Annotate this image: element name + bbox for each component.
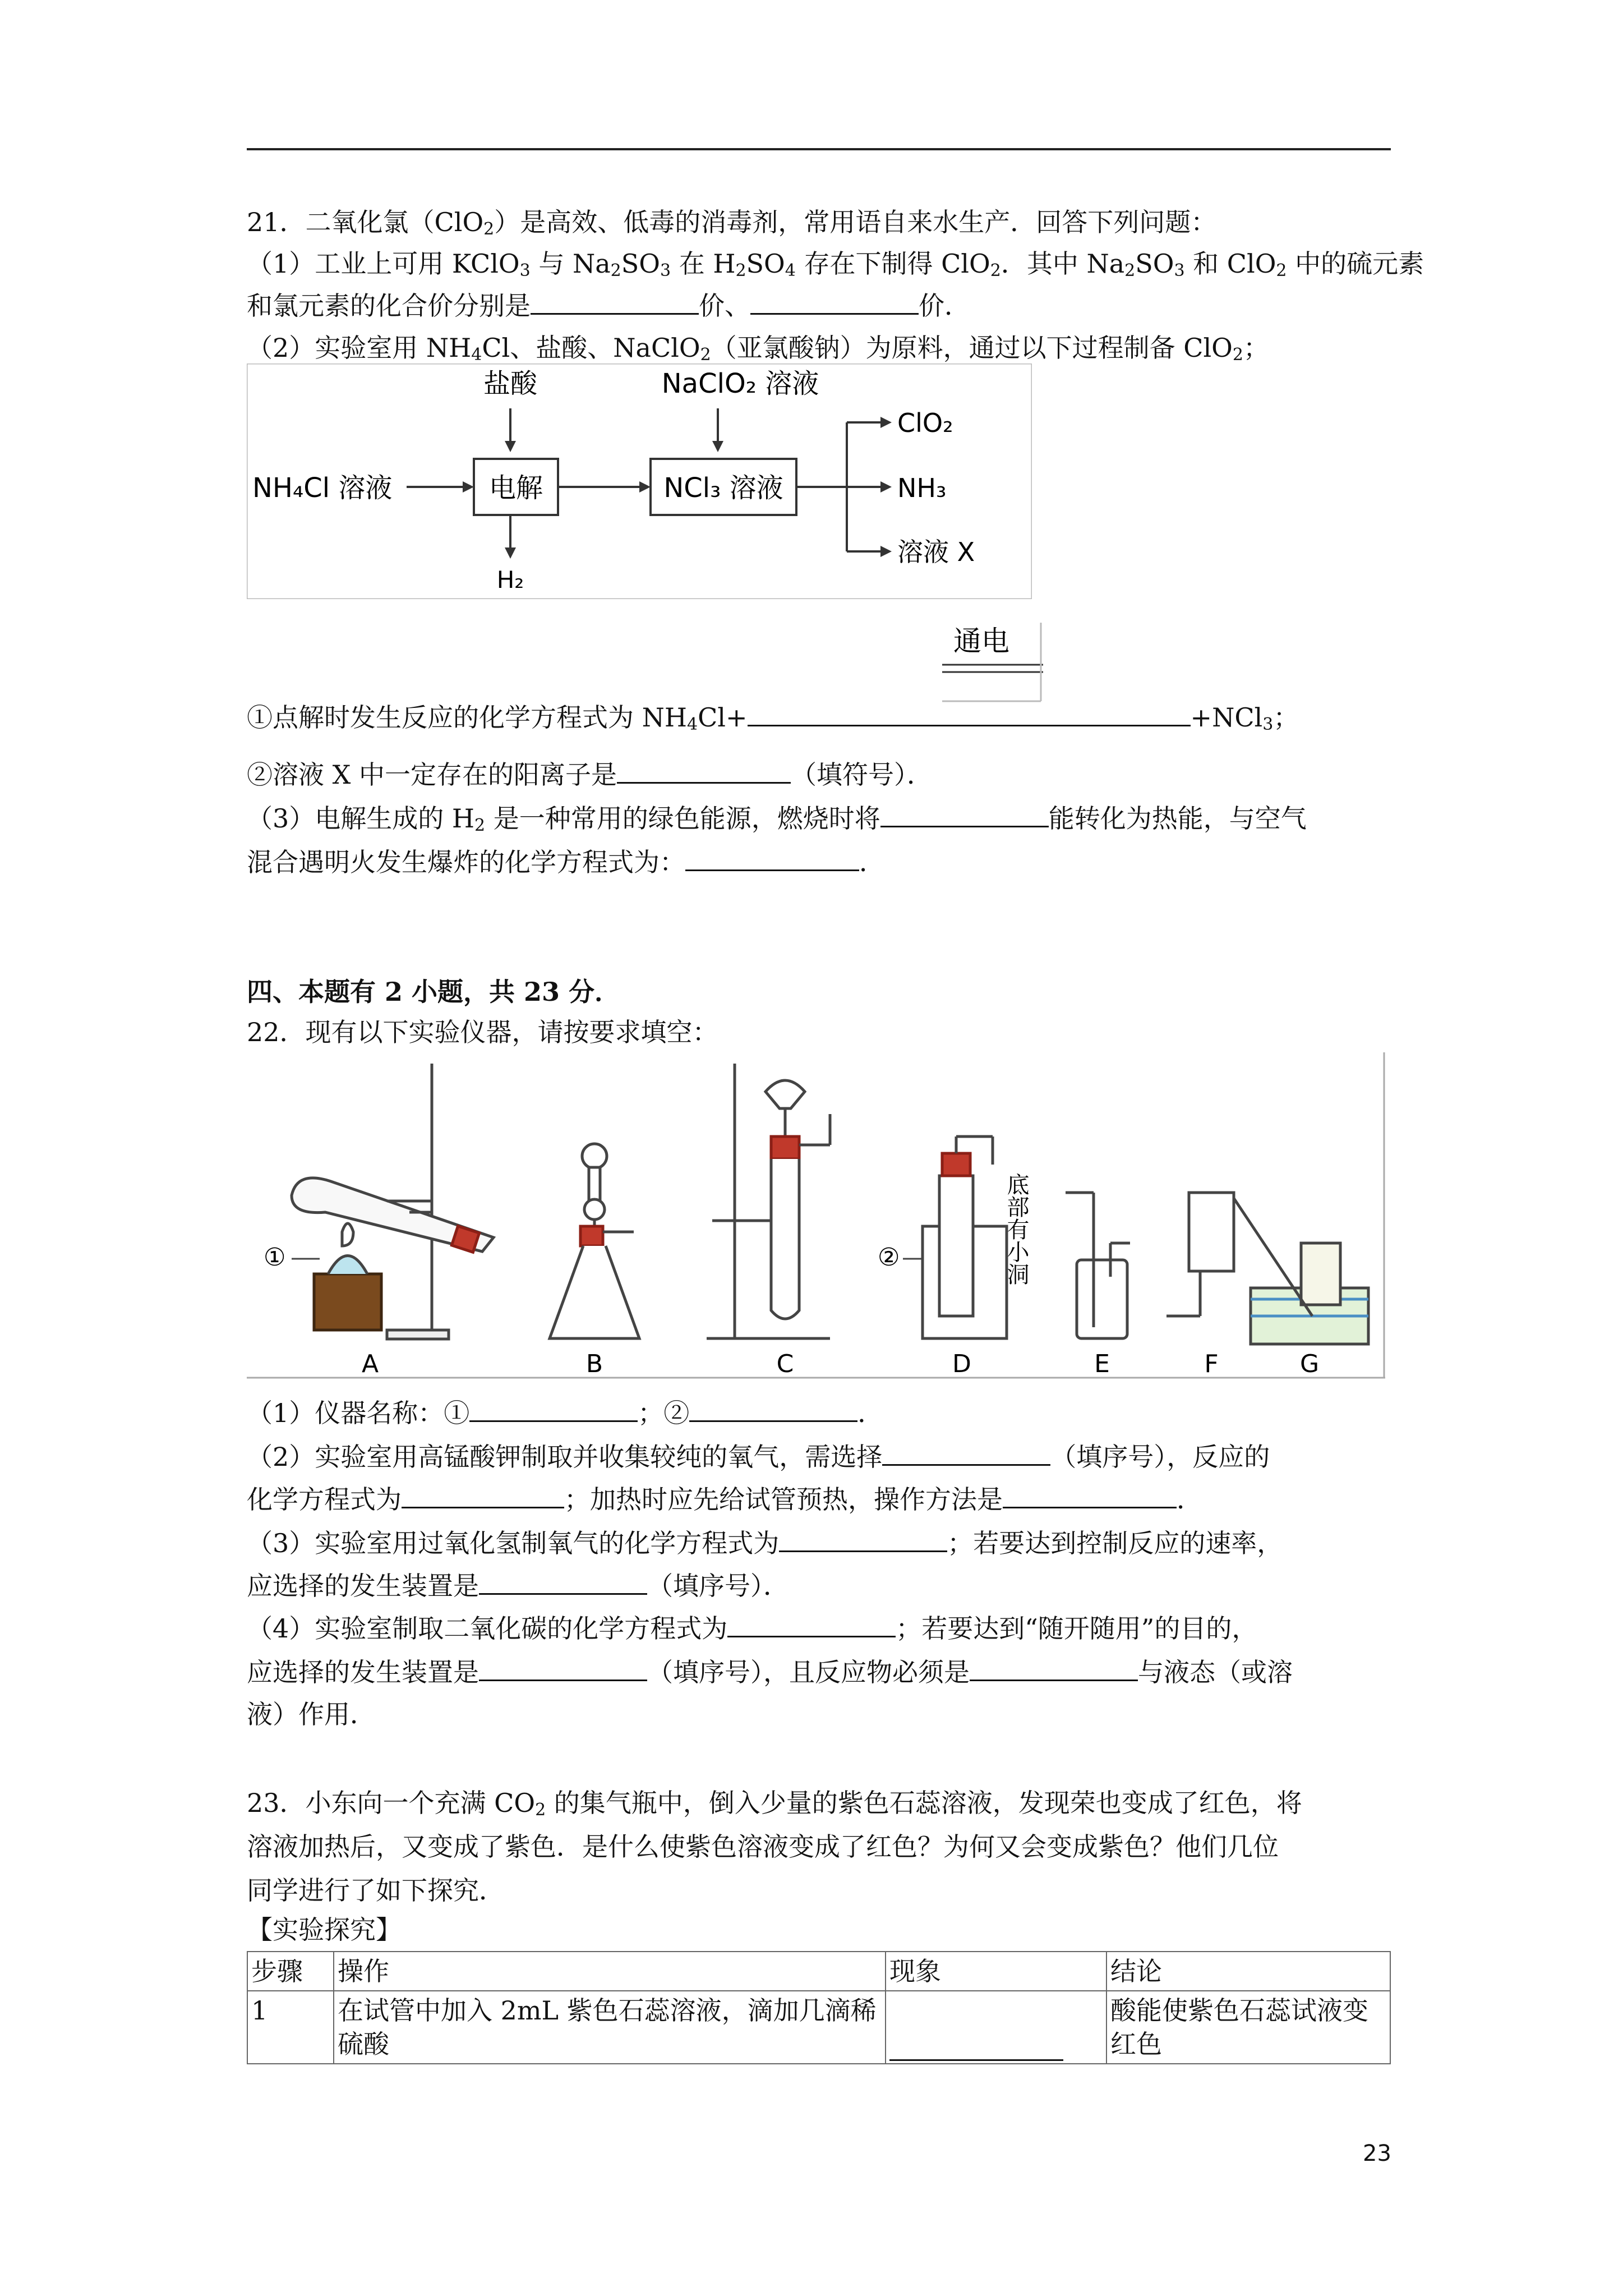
q21-sub1: ①点解时发生反应的化学方程式为 $NH_4Cl+ +NCl_3$；	[247, 700, 1299, 734]
table-cell: 在试管中加入 2mL 紫色石蕊溶液，滴加几滴稀硫酸	[334, 1991, 886, 2064]
q22-part3: （3）实验室用过氧化氢制氧气的化学方程式为 ；若要达到控制反应的速率，	[247, 1526, 1283, 1560]
q21-part1: （1）工业上可用 KClO$_3$ 与 $Na_2SO_3$ 在 $H_2SO_4$ 存在下制得 ClO$_2$．其中 $Na_2SO_3$ 和 ClO$_2$ 中的硫元素	[247, 249, 1424, 280]
label-e: E	[1094, 1350, 1110, 1378]
q21-part3: （3）电解生成的 $H_2$ 是一种常用的绿色能源，燃烧时将 能转化为热能，与空气	[247, 801, 1307, 835]
table-header: 结论	[1106, 1952, 1390, 1991]
table-header: 现象	[886, 1952, 1106, 1991]
q23-line2: 溶液加热后，又变成了紫色．是什么使紫色溶液变成了红色？为何又会变成紫色？他们几位	[247, 1832, 1279, 1862]
answer-blank[interactable]	[617, 757, 791, 784]
output-clo2: ClO₂	[897, 408, 953, 438]
reagent-hcl: 盐酸	[483, 368, 538, 399]
label-c: C	[776, 1350, 794, 1378]
section-heading: 四、本题有 2 小题，共 23 分．	[247, 977, 621, 1007]
output-nh3: NH₃	[897, 473, 947, 503]
table-header: 操作	[334, 1952, 886, 1991]
answer-blank[interactable]	[479, 1568, 647, 1595]
answer-blank[interactable]	[880, 801, 1049, 827]
q21-part1-line2: 和氯元素的化合价分别是 价、 价．	[247, 288, 970, 323]
apparatus-d	[923, 1137, 1007, 1338]
table-cell: 酸能使紫色石蕊试液变红色	[1106, 1991, 1390, 2064]
reagent-naclo2: NaClO₂ 溶液	[661, 368, 819, 399]
output-solution-x: 溶液 X	[897, 537, 975, 567]
q22-part4-line3: 液）作用．	[247, 1699, 376, 1729]
box2-label: NCl₃ 溶液	[663, 472, 783, 504]
q22-part3-line2: 应选择的发生装置是 （填序号）．	[247, 1568, 789, 1603]
apparatus-c	[707, 1064, 830, 1338]
q22-part4: （4）实验室制取二氧化碳的化学方程式为 ；若要达到“随开随用”的目的，	[247, 1611, 1257, 1645]
q22-part2: （2）实验室用高锰酸钾制取并收集较纯的氧气，需选择 （填序号），反应的	[247, 1439, 1270, 1474]
answer-blank[interactable]	[970, 1655, 1138, 1681]
header-rule	[247, 148, 1391, 150]
apparatus-g	[1234, 1198, 1368, 1344]
table-header-row	[247, 1952, 1390, 1991]
answer-blank[interactable]	[531, 288, 699, 315]
answer-blank[interactable]	[882, 1439, 1050, 1466]
answer-blank[interactable]	[689, 1396, 857, 1422]
label-f: F	[1204, 1350, 1219, 1378]
electrify-condition-mark	[942, 623, 1043, 707]
table-cell	[886, 1991, 1106, 2064]
svg-text:通电: 通电	[953, 625, 1009, 657]
equation-blank[interactable]	[402, 1482, 564, 1508]
q22-part2-line2: 化学方程式为 ；加热时应先给试管预热，操作方法是 ．	[247, 1482, 1202, 1516]
lab-apparatus-figure	[247, 1052, 1385, 1383]
apparatus-a	[292, 1064, 494, 1339]
answer-blank[interactable]	[1003, 1482, 1177, 1508]
preparation-flow-diagram	[247, 364, 1032, 599]
experiment-table	[247, 1951, 1391, 2064]
table-row	[247, 1991, 1390, 2064]
equation-blank[interactable]	[748, 700, 1191, 726]
q22-part4-line2: 应选择的发生装置是 （填序号），且反应物必须是 与液态（或溶	[247, 1655, 1293, 1689]
answer-blank[interactable]	[469, 1396, 638, 1422]
answer-blank[interactable]	[479, 1655, 647, 1681]
box1-label: 电解	[488, 472, 543, 504]
label-a: A	[361, 1350, 379, 1378]
q21-part3-line2: 混合遇明火发生爆炸的化学方程式为： ．	[247, 845, 885, 879]
q21-sub2: ②溶液 X 中一定存在的阳离子是 （填符号）．	[247, 757, 933, 792]
label-g: G	[1299, 1350, 1320, 1378]
q21-stem: 21．二氧化氯（ClO$_2$）是高效、低毒的消毒剂，常用语自来水生产．回答下列问题：	[247, 207, 1217, 239]
q21-part2: （2）实验室用 $NH_4Cl$、盐酸、NaClO$_2$（亚氯酸钠）为原料，通过以下过程制备 ClO$_2$；	[247, 333, 1269, 365]
apparatus-f	[1166, 1193, 1234, 1316]
equation-blank[interactable]	[685, 845, 859, 871]
byproduct-h2: H₂	[496, 566, 524, 593]
marker-2: ②	[878, 1243, 900, 1272]
equation-blank[interactable]	[727, 1611, 896, 1637]
marker-1: ①	[264, 1243, 286, 1272]
q23-line3: 同学进行了如下探究．	[247, 1875, 505, 1906]
label-b: B	[585, 1350, 603, 1378]
apparatus-e	[1066, 1193, 1130, 1338]
start-nh4cl: NH₄Cl 溶液	[252, 472, 393, 504]
page-number: 23	[1363, 2141, 1391, 2166]
answer-blank[interactable]	[750, 288, 919, 315]
apparatus-b	[550, 1144, 639, 1338]
experiment-heading: 【实验探究】	[247, 1915, 402, 1945]
hole-note: 底部有小洞	[1003, 1173, 1029, 1285]
table-cell: 1	[247, 1991, 334, 2064]
table-header: 步骤	[247, 1952, 334, 1991]
equation-blank[interactable]	[779, 1526, 947, 1552]
answer-blank[interactable]	[889, 2035, 1063, 2061]
q22-part1: （1）仪器名称：① ；② ．	[247, 1396, 883, 1430]
label-d: D	[952, 1350, 971, 1378]
q23-line1: 23．小东向一个充满 $CO_2$ 的集气瓶中，倒入少量的紫色石蕊溶液，发现荣也变成了红色，将	[247, 1788, 1302, 1820]
q22-stem: 22．现有以下实验仪器，请按要求填空：	[247, 1017, 718, 1047]
